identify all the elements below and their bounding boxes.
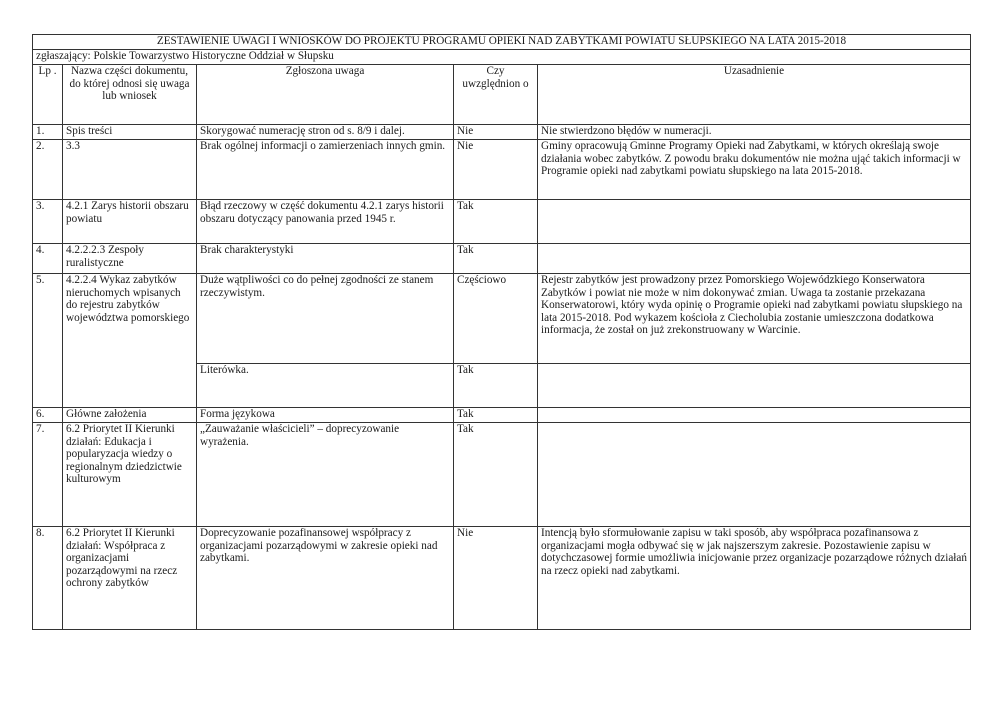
submitter-text: zgłaszający: Polskie Towarzystwo Historyczne Oddział w Słupsku (33, 50, 971, 65)
row-lp: 3. (33, 200, 63, 244)
row-part: 6.2 Priorytet II Kierunki działań: Edukacja i popularyzacja wiedzy o regionalnym dziedzictwie kulturowym (63, 423, 197, 527)
row-lp: 2. (33, 140, 63, 200)
table-row (33, 527, 971, 630)
row-considered: Tak (454, 244, 538, 274)
row-part: 6.2 Priorytet II Kierunki działań: Współpraca z organizacjami pozarządowymi na rzecz ochrony zabytków (63, 527, 197, 630)
row-justification: Rejestr zabytków jest prowadzony przez Pomorskiego Wojewódzkiego Konserwatora Zabytków i powiat nie może w nim dokonywać zmian. Uwaga ta zostanie przekazana Konserwatorowi, który wyda opinię o Programie opieki nad zabytkami powiatu słupskiego na lata 2015-2018. Pod wykazem kościoła z Ciecholubia zostanie umieszczona dodatkowa informacja, że został on już zrekonstruowany w Warcinie. (538, 274, 971, 364)
document-title: ZESTAWIENIE UWAGI I WNIOSKÓW DO PROJEKTU PROGRAMU OPIEKI NAD ZABYTKAMI POWIATU SŁUPSKIEGO NA LATA 2015-2018 (33, 35, 971, 50)
row-remark: Skorygować numerację stron od s. 8/9 i dalej. (197, 125, 454, 140)
row-remark: „Zauważanie właścicieli” – doprecyzowanie wyrażenia. (197, 423, 454, 527)
submitter-row (33, 50, 971, 65)
row-part: 4.2.2.4 Wykaz zabytków nieruchomych wpisanych do rejestru zabytków województwa pomorskiego (63, 274, 197, 408)
row-lp: 6. (33, 408, 63, 423)
row-justification (538, 200, 971, 244)
row-lp: 8. (33, 527, 63, 630)
row-justification: Gminy opracowują Gminne Programy Opieki nad Zabytkami, w których określają swoje działania wobec zabytków. Z powodu braku dokumentów nie można ująć takich informacji w Programie opieki nad zabytkami powiatu słupskiego na lata 2015-2018. (538, 140, 971, 200)
row-justification (538, 244, 971, 274)
row-justification: Intencją było sformułowanie zapisu w taki sposób, aby współpraca pozafinansowa z organizacjami mogła odbywać się w jak najszerszym zakresie. Pozostawienie zapisu w dotychczasowej formie umożliwia inicjowanie przez organizacje pozarządowe różnych działań na rzecz opieki nad zabytkami. (538, 527, 971, 630)
row-part: Spis treści (63, 125, 197, 140)
row-remark: Błąd rzeczowy w część dokumentu 4.2.1 zarys historii obszaru dotyczący panowania przed 1945 r. (197, 200, 454, 244)
row-considered: Tak (454, 408, 538, 423)
row-part: 3.3 (63, 140, 197, 200)
row-considered: Nie (454, 527, 538, 630)
title-row (33, 35, 971, 50)
row-remark: Brak ogólnej informacji o zamierzeniach innych gmin. (197, 140, 454, 200)
header-lp: Lp . (33, 65, 63, 125)
table-row (33, 274, 971, 364)
table-row (33, 408, 971, 423)
header-justification: Uzasadnienie (538, 65, 971, 125)
table-row (33, 244, 971, 274)
row-considered: Częściowo (454, 274, 538, 364)
row-remark: Doprecyzowanie pozafinansowej współpracy z organizacjami pozarządowymi w zakresie opieki nad zabytkami. (197, 527, 454, 630)
table-row (33, 423, 971, 527)
header-part: Nazwa części dokumentu, do której odnosi się uwaga lub wniosek (63, 65, 197, 125)
header-row (33, 65, 971, 125)
row-lp: 4. (33, 244, 63, 274)
row-remark: Brak charakterystyki (197, 244, 454, 274)
row-remark: Duże wątpliwości co do pełnej zgodności ze stanem rzeczywistym. (197, 274, 454, 364)
table-row (33, 125, 971, 140)
row-part: 4.2.2.2.3 Zespoły ruralistyczne (63, 244, 197, 274)
row-lp: 1. (33, 125, 63, 140)
row-considered: Nie (454, 140, 538, 200)
remarks-table (32, 34, 971, 630)
row-justification: Nie stwierdzono błędów w numeracji. (538, 125, 971, 140)
row-remark-second: Literówka. (197, 364, 454, 408)
row-justification-second (538, 364, 971, 408)
row-part: 4.2.1 Zarys historii obszaru powiatu (63, 200, 197, 244)
header-remark: Zgłoszona uwaga (197, 65, 454, 125)
row-justification (538, 423, 971, 527)
row-remark: Forma językowa (197, 408, 454, 423)
row-considered: Tak (454, 200, 538, 244)
header-considered: Czy uwzględnion o (454, 65, 538, 125)
row-considered: Tak (454, 423, 538, 527)
row-justification (538, 408, 971, 423)
row-lp: 5. (33, 274, 63, 408)
table-row (33, 140, 971, 200)
row-lp: 7. (33, 423, 63, 527)
row-considered-second: Tak (454, 364, 538, 408)
table-row (33, 200, 971, 244)
row-considered: Nie (454, 125, 538, 140)
row-part: Główne założenia (63, 408, 197, 423)
